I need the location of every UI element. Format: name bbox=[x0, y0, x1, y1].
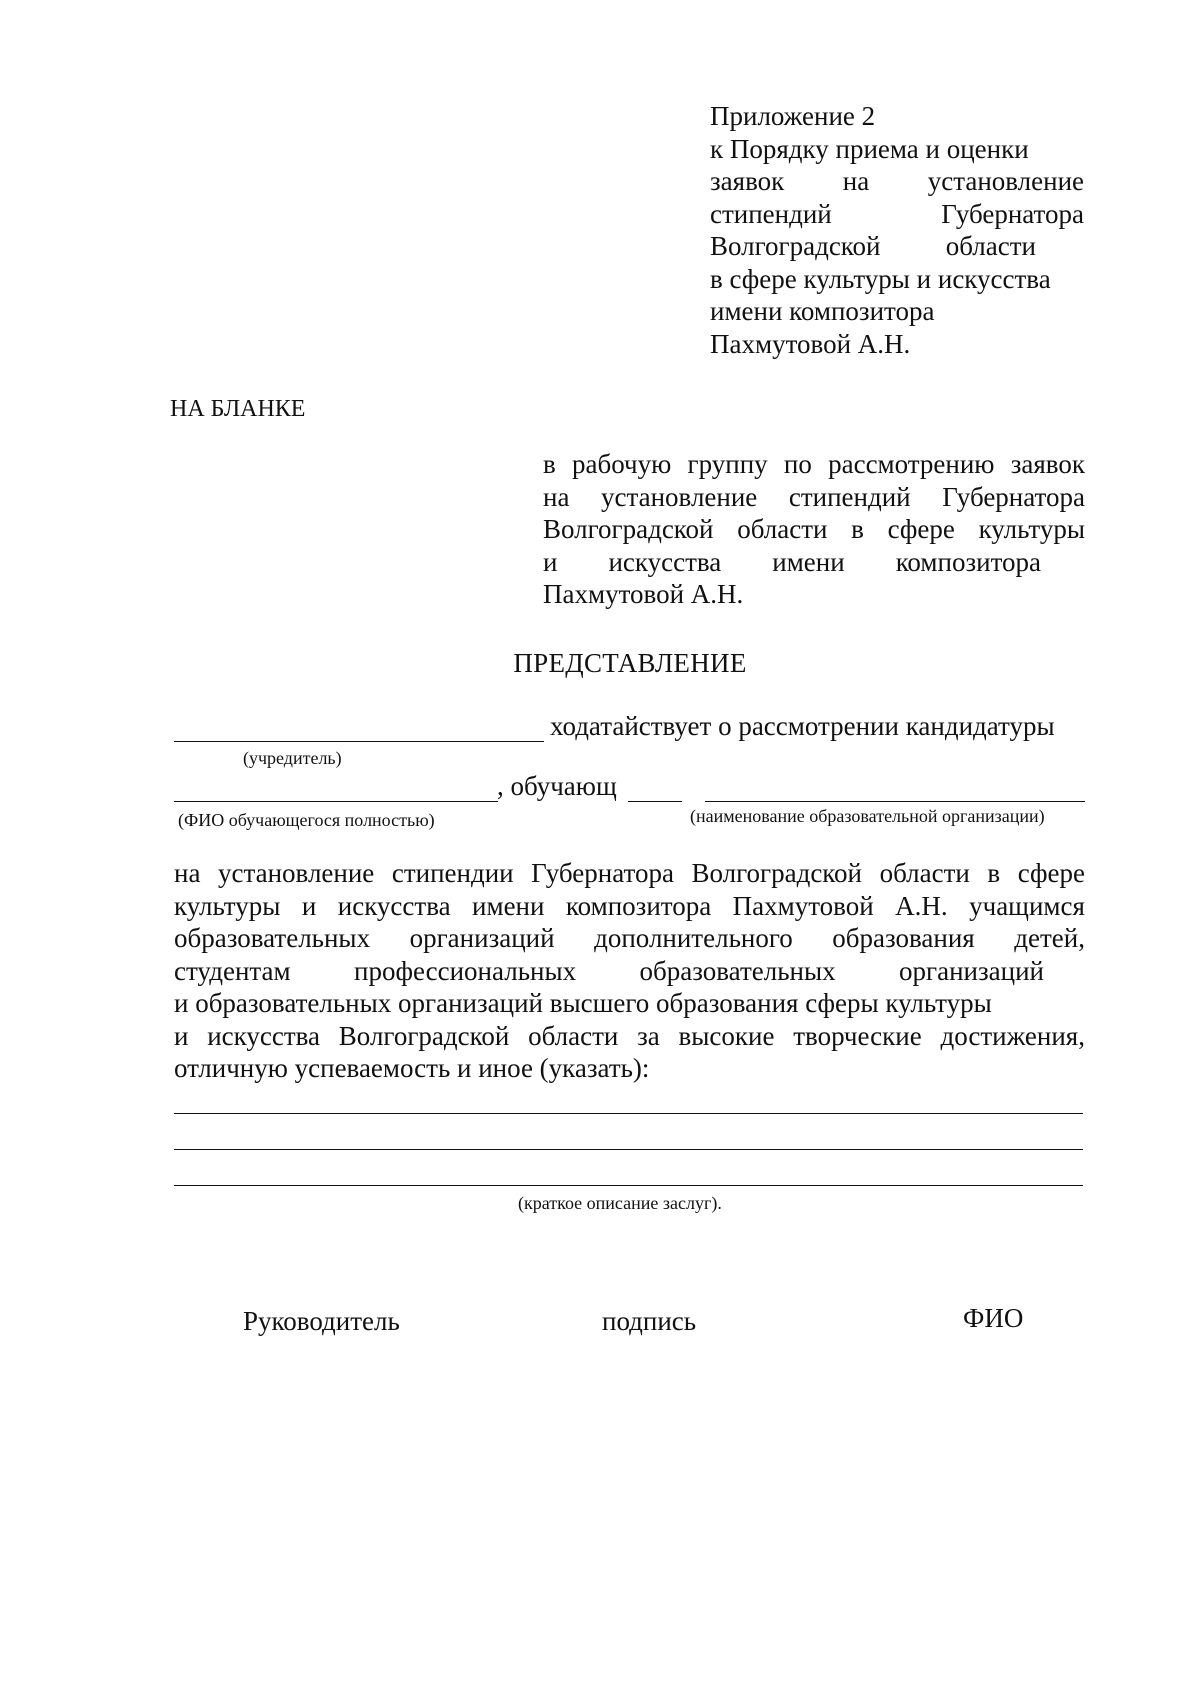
addressee-word: рабочую bbox=[572, 449, 672, 479]
addressee-word: Пахмутовой А.Н. bbox=[543, 579, 744, 609]
paragraph-line bbox=[174, 987, 1085, 1020]
appendix-word: Пахмутовой А.Н. bbox=[710, 328, 911, 359]
petition-text: ходатайствует о рассмотрении кандидатуры bbox=[550, 711, 1055, 741]
paragraph-word: учащимся bbox=[969, 890, 1085, 921]
paragraph-word: студентам bbox=[174, 955, 291, 986]
appendix-line bbox=[710, 133, 1084, 166]
addressee-word: сфере bbox=[887, 514, 955, 544]
paragraph-word: отличную успеваемость и иное (указать): bbox=[174, 1053, 650, 1083]
paragraph-line bbox=[174, 955, 1044, 988]
paragraph-line bbox=[174, 922, 1085, 955]
paragraph-word: Волгоградской bbox=[338, 1020, 510, 1051]
appendix-header bbox=[710, 100, 1084, 360]
paragraph-word: Губернатора bbox=[531, 858, 674, 888]
appendix-word: стипендий bbox=[710, 198, 832, 229]
paragraph-word: Волгоградской bbox=[691, 858, 863, 888]
document-title: ПРЕДСТАВЛЕНИЕ bbox=[513, 648, 747, 678]
addressee-word: установление bbox=[601, 481, 758, 512]
addressee-word: рассмотрению bbox=[828, 449, 995, 479]
appendix-line bbox=[710, 328, 1084, 361]
addressee-word: Губернатора bbox=[942, 481, 1085, 512]
appendix-line bbox=[710, 100, 1084, 133]
signature-sign-label: подпись bbox=[602, 1306, 697, 1336]
paragraph-word: образования bbox=[832, 923, 975, 953]
appendix-word: в сфере культуры и искусства bbox=[710, 263, 1051, 294]
addressee-word: композитора bbox=[895, 546, 1041, 577]
paragraph-line bbox=[174, 890, 1085, 923]
addressee-word: группу bbox=[687, 449, 768, 479]
addressee-block bbox=[543, 448, 1085, 611]
addressee-word: заявок bbox=[1010, 449, 1085, 479]
addressee-word: в bbox=[851, 514, 864, 544]
paragraph-word: и bbox=[174, 1020, 189, 1051]
organization-blank-line[interactable] bbox=[705, 801, 1085, 802]
paragraph-word: профессиональных bbox=[354, 955, 577, 986]
appendix-line bbox=[710, 295, 1084, 328]
paragraph-word: культуры bbox=[174, 890, 281, 921]
merits-blank-line-1[interactable] bbox=[174, 1113, 1083, 1114]
paragraph-word: композитора bbox=[565, 890, 712, 921]
paragraph-word: установление bbox=[218, 858, 375, 888]
studying-text: , обучающ bbox=[497, 771, 617, 801]
merits-caption: (краткое описание заслуг). bbox=[518, 1193, 722, 1213]
appendix-line bbox=[710, 165, 1084, 198]
appendix-line bbox=[710, 198, 1084, 231]
addressee-word: и bbox=[543, 546, 558, 577]
addressee-line bbox=[543, 546, 1041, 579]
merits-blank-line-2[interactable] bbox=[174, 1149, 1083, 1150]
paragraph-word: организаций bbox=[899, 955, 1044, 986]
appendix-word: на bbox=[842, 166, 870, 196]
letterhead-note: НА БЛАНКЕ bbox=[170, 396, 306, 422]
paragraph-word: сфере bbox=[1017, 858, 1085, 888]
paragraph-word: за bbox=[637, 1020, 660, 1051]
paragraph-word: детей, bbox=[1014, 923, 1085, 953]
addressee-word: Волгоградской bbox=[543, 514, 714, 544]
appendix-line bbox=[710, 230, 1036, 263]
paragraph-word: и bbox=[301, 890, 317, 921]
paragraph-line bbox=[174, 857, 1085, 890]
addressee-word: по bbox=[783, 449, 812, 479]
addressee-line bbox=[543, 448, 1085, 481]
paragraph-word: имени bbox=[472, 890, 545, 921]
paragraph-word: Пахмутовой bbox=[732, 890, 874, 921]
addressee-line bbox=[543, 578, 1085, 611]
paragraph-word: и образовательных организаций высшего образования сферы культуры bbox=[174, 988, 992, 1018]
merits-blank-line-3[interactable] bbox=[174, 1185, 1083, 1186]
founder-caption: (учредитель) bbox=[243, 748, 342, 768]
paragraph-word: области bbox=[879, 858, 970, 888]
appendix-word: Волгоградской bbox=[710, 231, 881, 261]
addressee-word: имени bbox=[772, 546, 845, 577]
signature-name-label: ФИО bbox=[963, 1303, 1024, 1333]
paragraph-word: искусства bbox=[337, 890, 451, 921]
paragraph-word: образовательных bbox=[639, 955, 836, 986]
addressee-word: искусства bbox=[608, 546, 722, 577]
appendix-word: имени композитора bbox=[710, 296, 935, 326]
addressee-word: в bbox=[543, 449, 556, 479]
appendix-word: к Порядку приема и оценки bbox=[710, 133, 1029, 164]
founder-blank-line[interactable] bbox=[174, 741, 544, 742]
paragraph-word: области bbox=[528, 1020, 619, 1051]
paragraph-word: творческие bbox=[793, 1020, 922, 1051]
paragraph-word: достижения, bbox=[940, 1020, 1085, 1051]
addressee-line bbox=[543, 513, 1085, 546]
appendix-word: установление bbox=[927, 166, 1084, 196]
paragraph-word: высокие bbox=[678, 1020, 775, 1051]
student-name-caption: (ФИО обучающегося полностью) bbox=[178, 810, 435, 830]
organization-caption: (наименование образовательной организации) bbox=[690, 806, 1045, 826]
paragraph-word: А.Н. bbox=[895, 890, 948, 921]
nomination-paragraph bbox=[174, 857, 1085, 1085]
addressee-word: на bbox=[543, 481, 570, 512]
appendix-line bbox=[710, 263, 1084, 296]
paragraph-word: на bbox=[174, 858, 201, 888]
paragraph-word: организаций bbox=[409, 923, 555, 953]
addressee-line bbox=[543, 481, 1085, 514]
addressee-word: культуры bbox=[978, 514, 1085, 544]
paragraph-word: в bbox=[987, 858, 1001, 888]
paragraph-word: образовательных bbox=[174, 923, 371, 953]
student-name-blank-line[interactable] bbox=[174, 801, 498, 802]
studying-suffix-blank-line[interactable] bbox=[628, 801, 682, 802]
paragraph-word: искусства bbox=[207, 1020, 321, 1051]
appendix-word: области bbox=[945, 231, 1036, 261]
paragraph-line bbox=[174, 1020, 1085, 1053]
addressee-word: области bbox=[737, 514, 828, 544]
paragraph-word: дополнительного bbox=[594, 923, 793, 953]
paragraph-word: стипендии bbox=[391, 858, 514, 888]
appendix-word: Приложение 2 bbox=[710, 101, 876, 131]
appendix-word: Губернатора bbox=[941, 198, 1084, 229]
appendix-word: заявок bbox=[710, 166, 785, 196]
signature-head-label: Руководитель bbox=[243, 1306, 400, 1336]
paragraph-line bbox=[174, 1052, 1085, 1085]
addressee-word: стипендий bbox=[788, 481, 911, 512]
